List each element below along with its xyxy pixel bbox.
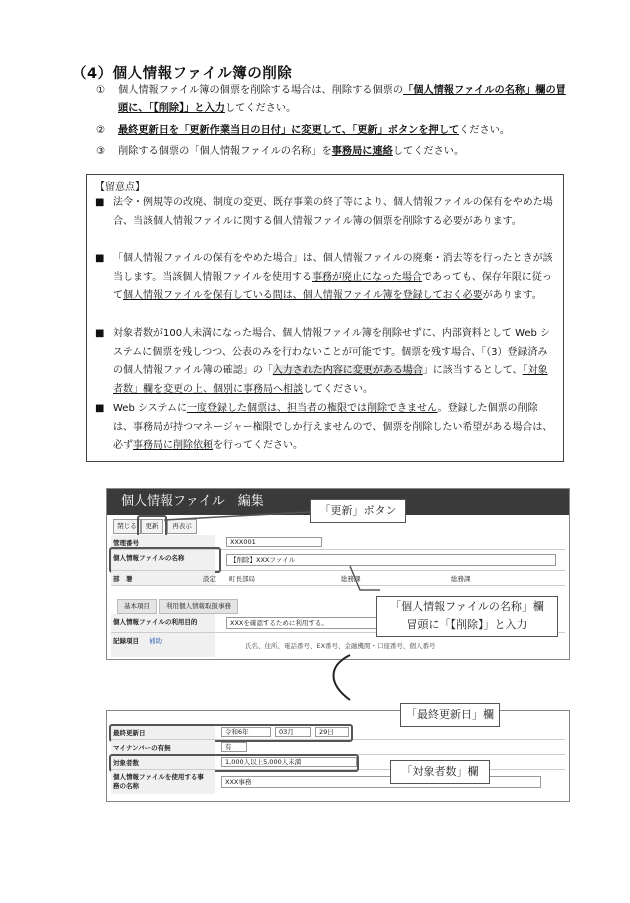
note-2-underline-2: 個人情報ファイルを保有している間は、個人情報ファイル簿を登録しておく必要 bbox=[123, 290, 483, 302]
count-label: 対象者数 bbox=[113, 759, 139, 767]
section-heading: （4）個人情報ファイル簿の削除 bbox=[72, 66, 293, 82]
updated-label: 最終更新日 bbox=[113, 729, 146, 737]
tab-basic[interactable]: 基本項目 bbox=[117, 599, 157, 614]
note-4-mid: 。登録した個票の削除は、事務局が持つマネージャー権限でしか行えませんので、個票を削除したい希望がある場合は、必ず bbox=[113, 403, 553, 452]
note-4-underline-2: 事務局に削除依頼 bbox=[133, 440, 213, 452]
notes-title: 【留意点】 bbox=[95, 182, 145, 193]
note-4-text: Web システムに bbox=[113, 403, 187, 414]
updated-era-select[interactable]: 令和6年 bbox=[221, 727, 271, 737]
updated-callout: 「最終更新日」欄 bbox=[400, 703, 500, 727]
office-label: 個人情報ファイルを使用する事務の名称 bbox=[113, 773, 204, 790]
note-2-mid: であっても、保存年限に従って bbox=[113, 271, 552, 302]
office-input[interactable]: XXX事務 bbox=[221, 776, 541, 788]
tab-usage[interactable]: 利用個人情報取扱事務 bbox=[159, 599, 238, 614]
step-2-tail: ください。 bbox=[459, 125, 511, 136]
name-pointer bbox=[350, 566, 380, 590]
step-3-emphasis: 事務局に連絡 bbox=[331, 146, 393, 157]
name-input[interactable]: 【削除】XXXファイル bbox=[226, 554, 556, 566]
reload-button[interactable]: 再表示 bbox=[167, 519, 197, 534]
bullet-icon: ■ bbox=[95, 328, 105, 339]
close-button[interactable]: 閉じる bbox=[113, 519, 141, 534]
note-3-tail: してください。 bbox=[303, 383, 373, 395]
note-2-text: 「個人情報ファイルの保有をやめた場合」は、個人情報ファイルの廃棄・消去等を行ったときが該当します。当該個人情報ファイルを使用する bbox=[113, 253, 553, 283]
step-1-tail: してください。 bbox=[224, 103, 297, 114]
note-3-mid: 」に該当するとして、 bbox=[422, 365, 523, 377]
update-button[interactable]: 更新 bbox=[141, 519, 163, 534]
step-3-text: 削除する個票の「個人情報ファイルの名称」を bbox=[118, 146, 332, 157]
mynumber-select[interactable]: 有 bbox=[221, 742, 247, 752]
bullet-icon: ■ bbox=[95, 253, 105, 264]
record-value: 氏名、住所、電話番号、EX番号、金融機関・口座番号、個人番号 bbox=[245, 642, 436, 650]
omission-mark bbox=[334, 655, 351, 700]
mynumber-label: マイナンバーの有無 bbox=[113, 744, 171, 752]
count-callout: 「対象者数」欄 bbox=[390, 760, 490, 784]
note-3-underline: 「対象者数」欄を変更の上、個別に事務局へ相談 bbox=[113, 365, 548, 395]
note-4-tail: を行ってください。 bbox=[213, 440, 303, 452]
dept-mid-value: 総務課 bbox=[341, 575, 361, 583]
name-callout-line1: 「個人情報ファイルの名称」欄 bbox=[390, 600, 544, 613]
purpose-label: 個人情報ファイルの利用目的 bbox=[113, 618, 198, 626]
bullet-icon: ■ bbox=[95, 197, 105, 208]
dept-value: 町長部局 bbox=[229, 575, 255, 583]
update-pointer bbox=[164, 512, 310, 520]
update-callout: 「更新」ボタン bbox=[310, 499, 406, 523]
office-row bbox=[111, 770, 565, 794]
window-title: 個人情報ファイル 編集 bbox=[107, 489, 569, 515]
name-callout-line2: 冒頭に「【削除】」と入力 bbox=[406, 618, 528, 631]
note-2-underline-1: 事務が廃止になった場合 bbox=[312, 271, 422, 283]
bullet-icon: ■ bbox=[95, 403, 105, 414]
dept-right-value: 総務課 bbox=[451, 575, 471, 583]
step-1-text: 個人情報ファイル簿の個票を削除する場合は、削除する個票の bbox=[118, 85, 404, 96]
step-2-emphasis: 最終更新日を「更新作業当日の日付」に変更して、「更新」ボタンを押して bbox=[118, 125, 460, 136]
name-callout bbox=[376, 596, 558, 637]
count-select[interactable]: 1,000人以上5,000人未満 bbox=[221, 757, 357, 767]
updated-day-select[interactable]: 29日 bbox=[315, 727, 349, 737]
record-link[interactable]: 補助 bbox=[149, 637, 162, 645]
edit-screen-bottom bbox=[106, 710, 570, 802]
note-4-underline-1: 一度登録した個票は、担当者の権限では削除できません bbox=[186, 403, 438, 414]
mgmt-label: 管理番号 bbox=[113, 539, 139, 547]
dept-label: 部 署 bbox=[113, 575, 133, 583]
step-3-number: ③ bbox=[96, 146, 106, 157]
purpose-input[interactable]: XXXを確認するために利用する。 bbox=[226, 617, 476, 629]
step-1-emphasis: 「個人情報ファイルの名称」欄の冒頭に、「【削除】」と入力 bbox=[118, 85, 566, 114]
record-label: 記録項目 bbox=[113, 637, 139, 645]
dept-set-button[interactable]: 設定 bbox=[203, 575, 216, 583]
note-3-highlight: 入力された内容に変更がある場合 bbox=[272, 365, 423, 377]
mynumber-row bbox=[111, 740, 565, 755]
step-1-number: ① bbox=[96, 85, 106, 96]
note-3-text: 対象者数が100人未満になった場合、個人情報ファイル簿を削除せずに、内部資料として Web システムに個票を残しつつ、公表のみを行わないことが可能です。個票を残す場合、「（3）登録済みの個人情報ファイル簿の確認」の「 bbox=[113, 328, 551, 377]
step-2-number: ② bbox=[96, 125, 106, 136]
updated-month-select[interactable]: 03月 bbox=[275, 727, 311, 737]
name-label: 個人情報ファイルの名称 bbox=[113, 554, 185, 562]
step-3-tail: してください。 bbox=[392, 146, 465, 157]
note-1-text: 法令・例規等の改廃、制度の変更、既存事業の終了等により、個人情報ファイルの保有をやめた場合、当該個人情報ファイルに関する個人情報ファイル簿の個票を削除する必要があります。 bbox=[113, 197, 553, 227]
mgmt-input[interactable]: XXX001 bbox=[226, 537, 322, 547]
note-2-tail: があります。 bbox=[482, 290, 542, 302]
